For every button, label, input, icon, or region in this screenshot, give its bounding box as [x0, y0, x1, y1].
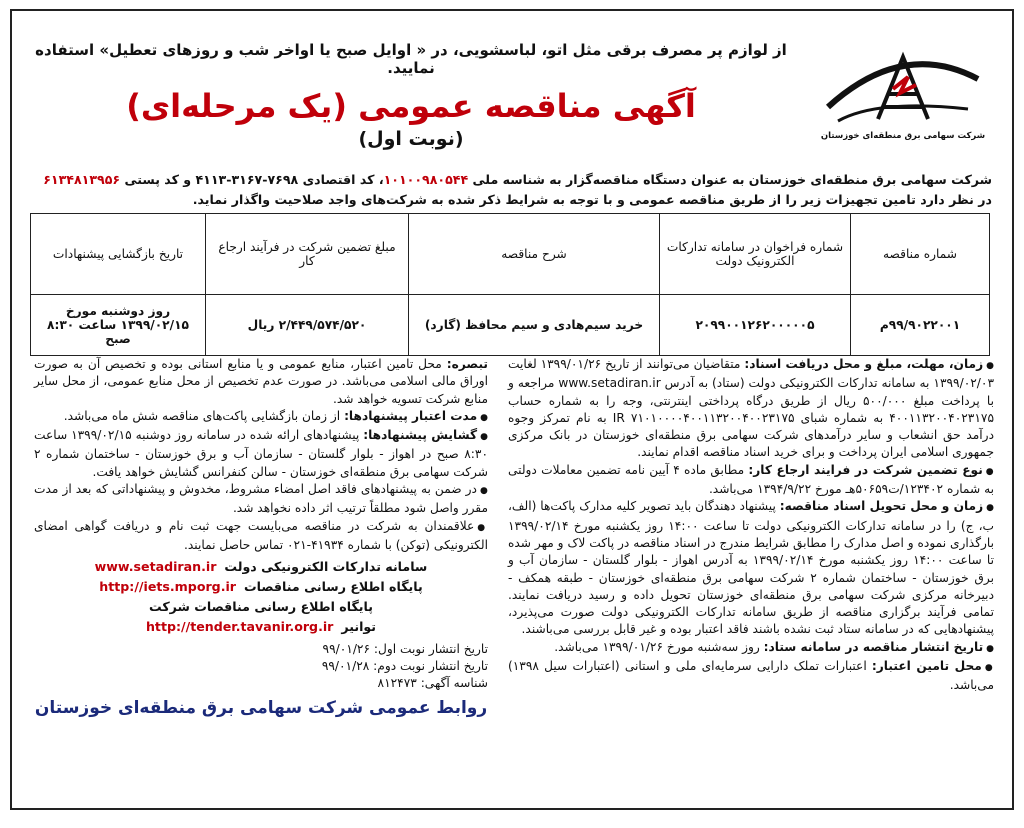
publish-dates — [34, 641, 488, 692]
table-header: شرح مناقصه — [409, 214, 660, 295]
table-header: تاریخ بازگشایی پیشنهادات — [31, 214, 206, 295]
delivery-section — [508, 498, 994, 638]
tavanir-link[interactable]: http://tender.tavanir.org.ir — [145, 619, 334, 635]
section-label: ● تاریخ انتشار مناقصه در سامانه ستاد: — [764, 640, 994, 654]
round-label: (نوبت اول) — [358, 128, 464, 150]
company-caption: شرکت سهامی برق منطقه‌ای خوزستان — [820, 131, 986, 141]
section-text: پیشنهاد دهندگان باید تصویر کلیه مدارک پاکت‌ها (الف، ب، ج) را در سامانه تدارکات الکترونیکی دولت تا ساعت ۱۴:۰۰ روز یکشنبه مورخ ۱۳۹۹/۰۲/۱۴ بارگذاری نموده و اصل مدارک را مطابق شرایط مندرج در اسناد مناقصه در پاکت لاک و مهر شده تا ساعت ۱۴:۰۰ روز یکشنبه مورخ ۱۳۹۹/۰۲/۱۴ به آدرس اهواز - بلوار گلستان - سازمان آب و برق خوزستان - ساختمان شماره ۲ شرکت سهامی برق منطقه‌ای خوزستان - طبقه همکف - دبیرخانه مرکزی شرکت سهامی برق منطقه‌ای خوزستان تحویل داده و رسید دریافت نمایند. تمامی فرآیند برگزاری مناقصه از طریق سامانه تدارکات الکترونیکی دولت صورت می‌پذیرد، پیشنهادهایی که در سامانه ستاد ثبت نشده باشند فاقد اعتبار بوده و غیر قابل بررسی می‌باشند. — [508, 499, 994, 637]
tender-table — [30, 213, 990, 356]
intro-paragraph — [36, 170, 992, 210]
second-publish-date: تاریخ انتشار نوبت دوم: ۹۹/۰۱/۲۸ — [321, 659, 488, 674]
table-header: شماره فراخوان در سامانه تدارکات الکترونیک دولت — [660, 214, 851, 295]
section-text: متقاضیان می‌توانند از تاریخ ۱۳۹۹/۰۱/۲۶ لغایت ۱۳۹۹/۰۲/۰۳ به سامانه تدارکات الکترونیکی دولت (ستاد) به آدرس www.setadiran.ir مراجعه و با پرداخت مبلغ ۵۰۰/۰۰۰ ریال از طریق درگاه پرداختی اینترنتی، وجه را به شماره حساب ۴۰۰۱۱۳۲۰۰۴۰۲۳۱۷۵ به شماره شبای IR ۷۱۰۱۰۰۰۰۴۰۰۱۱۳۲۰۰۴۰۰۲۳۱۷۵ به نام تمرکز وجوه درآمد حق انشعاب و سایر درآمدهای شرکت سهامی برق منطقه‌ای خوزستان در بانک مرکزی جمهوری اسلامی ایران پرداخت و برای خرید اسناد مناقصه اقدام نمایند. — [508, 357, 995, 460]
power-tower-logo-icon — [818, 49, 988, 127]
company-logo — [808, 49, 998, 159]
iets-link[interactable]: http://iets.mporg.ir — [99, 579, 237, 595]
opening-section — [34, 427, 488, 481]
validity-section — [34, 408, 488, 427]
table-header: شماره مناقصه — [851, 214, 990, 295]
section-text: مطابق ماده ۴ آیین نامه تضمین معاملات دولتی به شماره ۱۲۳۴۰۲/ت۵۰۶۵۹هـ مورخ ۱۳۹۴/۹/۲۲ می‌باشد. — [508, 462, 994, 497]
page-title: آگهی مناقصه عمومی (یک مرحله‌ای) — [126, 87, 696, 125]
intro-text-3: در نظر دارد تامین تجهیزات زیر را از طریق مناقصه عمومی و با توجه به شرایط ذکر شده به شرکت‌های واجد صلاحیت واگذار نماید. — [192, 192, 992, 207]
link-row — [34, 557, 488, 577]
section-label: ● گشایش پیشنهادها: — [363, 428, 488, 442]
setadiran-link[interactable]: www.setadiran.ir — [94, 559, 217, 575]
funding-section — [508, 658, 994, 695]
national-id: ۱۰۱۰۰۹۸۰۵۴۴ — [383, 172, 469, 187]
table-row — [31, 295, 990, 356]
section-label: ● نوع تضمین شرکت در فرایند ارجاع کار: — [748, 463, 994, 477]
table-header-row — [31, 214, 990, 295]
table-cell: روز دوشنبه مورخ ۱۳۹۹/۰۲/۱۵ ساعت ۸:۳۰ صبح — [31, 295, 206, 356]
link-label: پایگاه اطلاع رسانی مناقصات — [244, 579, 423, 595]
links-list — [34, 557, 488, 637]
tender-notice — [10, 9, 1014, 810]
conditions-column-right — [508, 356, 994, 695]
token-note: ● علاقمندان به شرکت در مناقصه می‌بایست جهت ثبت نام و دریافت گواهی امضای الکترونیکی (توکن) با شماره ۴۱۹۳۴-۰۲۱ تماس حاصل نمایند. — [34, 518, 488, 555]
table-cell: ۹۹/۹۰۲۲۰۰۱م — [851, 295, 990, 356]
table-cell: خرید سیم‌هادی و سیم محافظ (گارد) — [409, 295, 660, 356]
link-label: سامانه تدارکات الکترونیکی دولت — [224, 559, 428, 575]
invalid-bids-note: ● در ضمن به پیشنهادهای فاقد اصل امضاء مشروط، مخدوش و پیشنهاداتی که بعد از مدت مقرر واصل شود مطلقاً ترتیب اثر داده نخواهد شد. — [34, 481, 488, 518]
section-text: اعتبارات تملک دارایی سرمایه‌ای ملی و استانی (اعتبارات سیل ۱۳۹۸) می‌باشد. — [508, 659, 994, 693]
section-text: روز سه‌شنبه مورخ ۱۳۹۹/۰۱/۲۶ می‌باشد. — [554, 639, 764, 654]
section-label: ● مدت اعتبار پیشنهادها: — [344, 409, 488, 423]
link-label: پایگاه اطلاع رسانی مناقصات شرکت توانیر — [149, 599, 377, 635]
section-label: تبصره: — [446, 357, 488, 371]
table-cell: ۲۰۹۹۰۰۱۲۶۲۰۰۰۰۰۵ — [660, 295, 851, 356]
first-publish-date: تاریخ انتشار نوبت اول: ۹۹/۰۱/۲۶ — [322, 642, 488, 657]
energy-saving-note: از لوازم پر مصرف برقی مثل اتو، لباسشویی، در « اوایل صبح یا اواخر شب و روزهای تعطیل» استفاده نمایید. — [35, 41, 787, 77]
table-header: مبلغ تضمین شرکت در فرآیند ارجاع کار — [206, 214, 409, 295]
intro-text-1: شرکت سهامی برق منطقه‌ای خوزستان به عنوان دستگاه مناقصه‌گزار به شناسه ملی — [468, 172, 992, 187]
table-cell: ۲/۴۴۹/۵۷۴/۵۲۰ ریال — [206, 295, 409, 356]
section-label: ● زمان و محل تحویل اسناد مناقصه: — [780, 499, 994, 513]
documents-section — [508, 356, 994, 462]
note-section — [34, 356, 488, 408]
publish-date-section — [508, 639, 994, 658]
postal-code: ۶۱۳۴۸۱۳۹۵۶ — [43, 172, 121, 187]
public-relations-footer: روابط عمومی شرکت سهامی برق منطقه‌ای خوزستان — [34, 698, 488, 719]
section-text: پیشنهادهای ارائه شده در سامانه روز دوشنبه ۱۳۹۹/۰۲/۱۵ ساعت ۸:۳۰ صبح در اهواز - بلوار گلستان - سازمان آب و برق خوزستان - ساختمان شماره ۲ شرکت سهامی برق منطقه‌ای خوزستان - سالن کنفرانس گشایش خواهد یافت. — [34, 428, 488, 479]
ad-id: شناسه آگهی: ۸۱۲۴۷۳ — [377, 676, 488, 691]
section-text: محل تامین اعتبار، منابع عمومی و یا منابع استانی بوده و تخصیص آن به صورت اوراق مالی اسلامی می‌باشد. در صورت عدم تخصیص از محل منابع عمومی، از محل سایر منابع شرکت تسویه خواهد شد. — [34, 357, 488, 406]
section-text: از زمان بازگشایی پاکت‌های مناقصه شش ماه می‌باشد. — [63, 408, 345, 423]
section-label: ● محل تامین اعتبار: — [872, 659, 994, 673]
intro-text-2: ، کد اقتصادی ۷۶۹۸-۳۱۶۷-۴۱۱۳ و کد پستی — [120, 172, 384, 187]
guarantee-section — [508, 462, 994, 499]
section-label: ● زمان، مهلت، مبلغ و محل دریافت اسناد: — [744, 357, 994, 371]
link-row — [34, 577, 488, 597]
link-row — [34, 597, 488, 637]
conditions-column-left — [34, 356, 488, 718]
